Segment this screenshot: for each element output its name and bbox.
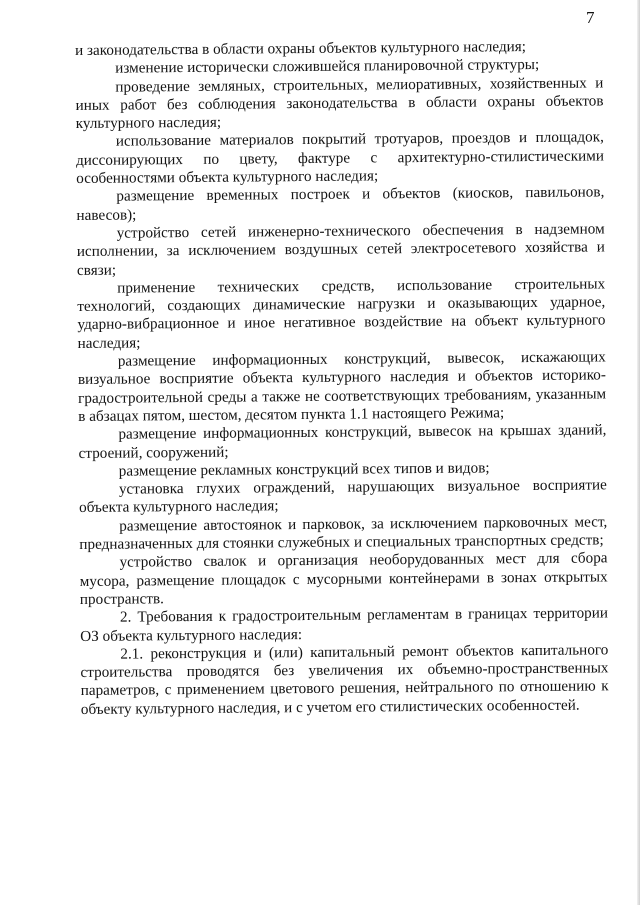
paragraph: 2. Требования к градостроительным регламентам в границах территории ОЗ объекта культурного наследия: (80, 604, 609, 645)
paragraph: устройство свалок и организация необорудованных мест для сбора мусора, размещение площадок с мусорными контейнерами в зонах открытых пространств. (79, 549, 608, 608)
paragraph: применение технических средств, использование строительных технологий, создающих динамические нагрузки и оказывающих ударное, ударно-вибрационное и иное негативное воздействие на объект культурного наследия; (77, 275, 606, 352)
paragraph: и законодательства в области охраны объектов культурного наследия; (75, 38, 527, 59)
paragraph: размещение информационных конструкций, вывесок, искажающих визуальное восприятие объекта культурного наследия и объектов историко-градостроительной среды а также не соответствующих требованиям, указанным в абзацах пятом, шестом, десятом пункта 1.1 настоящего Режима; (77, 348, 607, 425)
paragraph: размещение автостоянок и парковок, за исключением парковочных мест, предназначенных для стоянки служебных и специальных транспортных средств; (79, 513, 608, 553)
paragraph: проведение земляных, строительных, мелиоративных, хозяйственных и иных работ без соблюдения законодательства в области охраны объектов культурного наследия; (75, 73, 604, 133)
paragraph: размещение рекламных конструкций всех типов и видов; (118, 459, 490, 480)
paragraph: размещение временных построек и объектов (киосков, павильонов, навесов); (76, 183, 605, 224)
document-body (75, 37, 609, 719)
paragraph: 2.1. реконструкция и (или) капитальный ремонт объектов капитального строительства проводятся без увеличения их объемно-пространственных параметров, с применением цветового решения, нейтрального по отношению к объекту культурного наследия, и с учетом его стилистических особенностей. (80, 641, 609, 718)
paragraph: изменение исторически сложившейся планировочной структуры; (115, 56, 540, 77)
paragraph: размещение информационных конструкций, вывесок на крышах зданий, строений, сооружений; (78, 421, 607, 462)
paragraph: установка глухих ограждений, нарушающих визуальное восприятие объекта культурного наследия; (78, 476, 607, 517)
paragraph: использование материалов покрытий тротуаров, проездов и площадок, диссонирующих по цвету, фактуре с архитектурно-стилистическими особенностями объекта культурного наследия; (75, 128, 605, 188)
page-number: 7 (586, 8, 595, 27)
paragraph: устройство сетей инженерно-технического обеспечения в надземном исполнении, за исключением воздушных сетей электросетевого хозяйства и связи; (76, 220, 605, 279)
